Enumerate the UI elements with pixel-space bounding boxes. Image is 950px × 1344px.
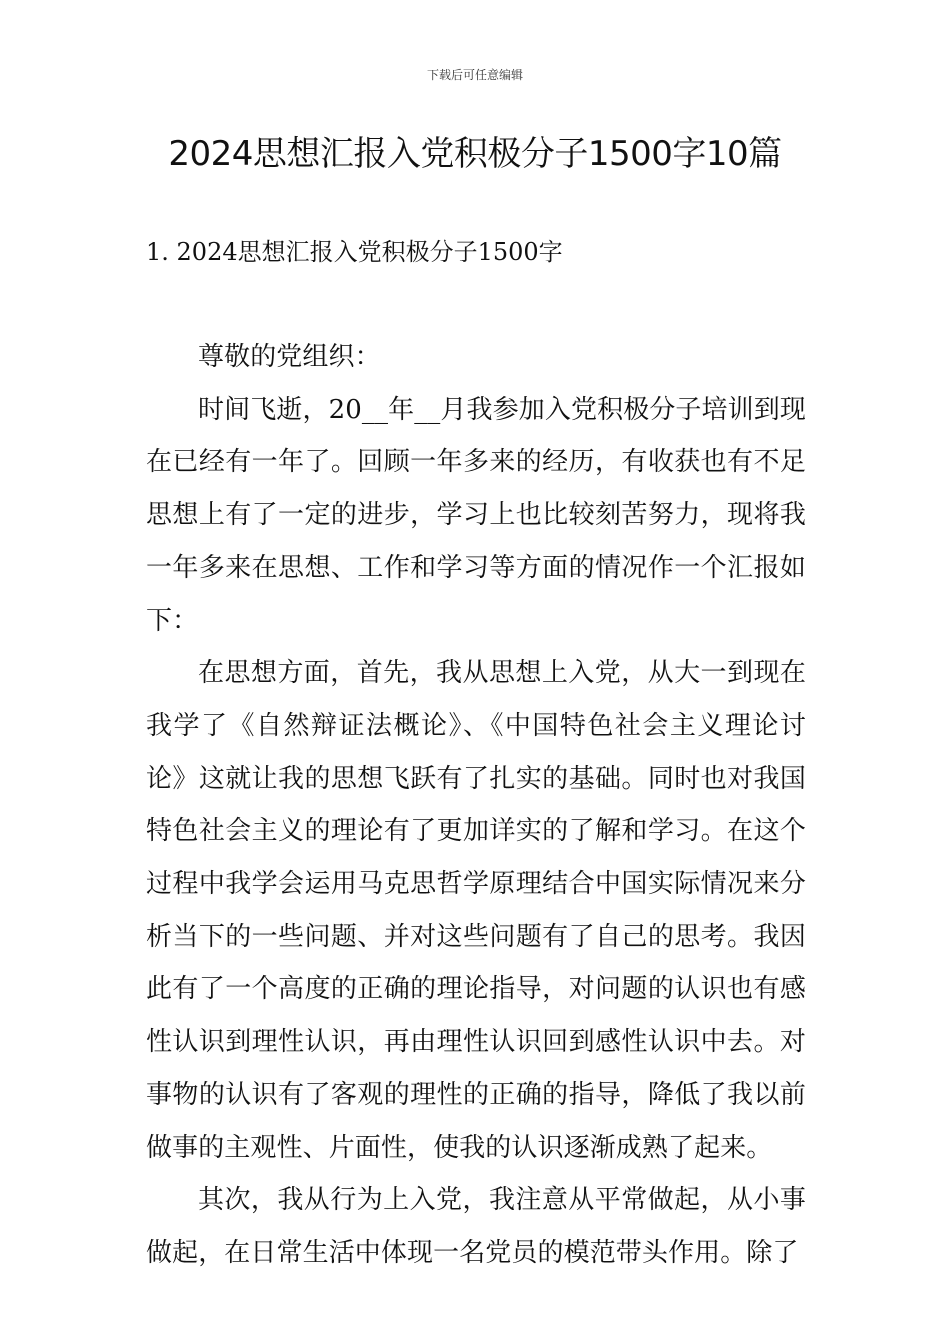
- body-paragraph: 时间飞逝，20__年__月我参加入党积极分子培训到现在已经有一年了。回顾一年多来的经历，有收获也有不足思想上有了一定的进步，学习上也比较刻苦努力，现将我一年多来在思想、工作和学习等方面的情况作一个汇报如下：: [146, 394, 806, 636]
- header-note: 下载后可任意编辑: [426, 68, 523, 82]
- salutation-paragraph: 尊敬的党组织：: [198, 342, 381, 372]
- body-paragraph: 在思想方面，首先，我从思想上入党，从大一到现在我学了《自然辩证法概论》、《中国特色社会主义理论讨论》这就让我的思想飞跃有了扎实的基础。同时也对我国特色社会主义的理论有了更加详实的了解和学习。在这个过程中我学会运用马克思哲学原理结合中国实际情况来分析当下的一些问题、并对这些问题有了自己的思考。我因此有了一个高度的正确的理论指导，对问题的认识也有感性认识到理性认识，再由理性认识回到感性认识中去。对事物的认识有了客观的理性的正确的指导，降低了我以前做事的主观性、片面性，使我的认识逐渐成熟了起来。: [146, 658, 806, 1163]
- section-heading: 1. 2024思想汇报入党积极分子1500字: [146, 238, 563, 266]
- document-title: 2024思想汇报入党积极分子1500字10篇: [168, 134, 782, 174]
- body-paragraph: 其次，我从行为上入党，我注意从平常做起，从小事做起，在日常生活中体现一名党员的模范带头作用。除了: [146, 1185, 806, 1268]
- body-text: [146, 331, 806, 1280]
